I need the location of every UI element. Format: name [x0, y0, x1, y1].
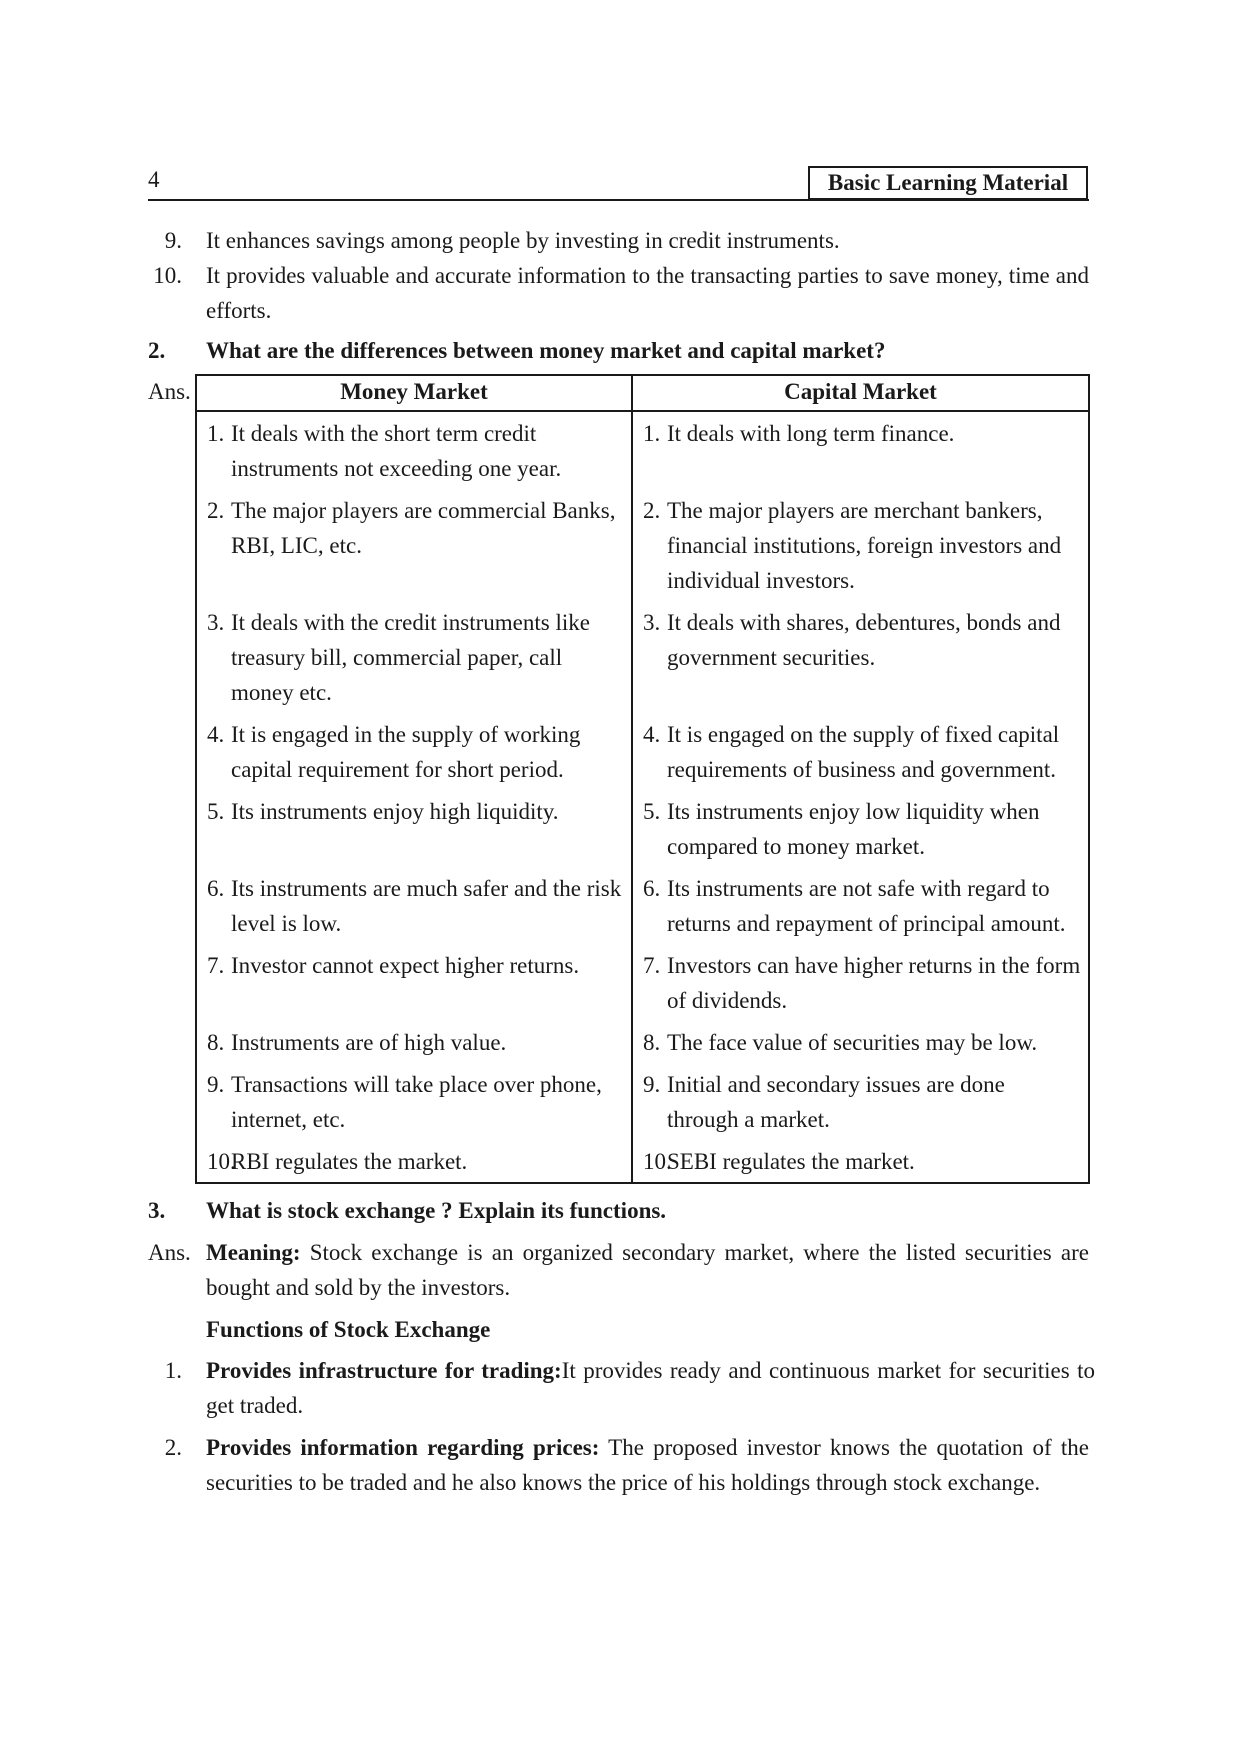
function-number: 1.	[164, 1358, 182, 1383]
capital-market-cell	[632, 713, 1089, 790]
cell-text: The major players are commercial Banks, RBI, LIC, etc.	[231, 498, 616, 558]
cell-number: 4.	[643, 722, 661, 747]
cell-number: 10.	[207, 1149, 236, 1174]
cell-number: 7.	[207, 953, 225, 978]
table-row	[196, 489, 1089, 601]
cell-text: The face value of securities may be low.	[667, 1030, 1038, 1055]
table-row	[196, 1063, 1089, 1140]
answer-label: Ans.	[148, 1240, 191, 1265]
meaning-label: Meaning:	[206, 1240, 301, 1265]
cell-number: 6.	[207, 876, 225, 901]
question-number: 2.	[148, 338, 166, 363]
capital-market-cell	[632, 1063, 1089, 1140]
cell-text: Initial and secondary issues are done through a market.	[667, 1072, 1005, 1132]
cell-text: Its instruments are not safe with regard to returns and repayment of principal amount.	[667, 876, 1066, 936]
cell-text: It deals with the credit instruments like treasury bill, commercial paper, call money etc.	[231, 610, 590, 705]
list-item-number: 10.	[153, 263, 182, 288]
function-title: Provides infrastructure for trading:	[206, 1358, 562, 1383]
capital-market-cell	[632, 601, 1089, 713]
cell-number: 8.	[643, 1030, 661, 1055]
table-row	[196, 713, 1089, 790]
cell-text: Its instruments enjoy high liquidity.	[231, 799, 559, 824]
table-row	[196, 601, 1089, 713]
money-market-cell	[196, 1140, 632, 1183]
book-title-box: Basic Learning Material	[808, 166, 1088, 200]
cell-text: Its instruments are much safer and the risk level is low.	[231, 876, 622, 936]
cell-number: 1.	[643, 421, 661, 446]
capital-market-cell	[632, 944, 1089, 1021]
cell-text: Investor cannot expect higher returns.	[231, 953, 580, 978]
table-header-row	[196, 375, 1089, 411]
cell-text: It deals with the short term credit instruments not exceeding one year.	[231, 421, 562, 481]
cell-number: 1.	[207, 421, 225, 446]
list-item-text: It enhances savings among people by investing in credit instruments.	[206, 228, 840, 253]
list-item-number: 9.	[164, 228, 182, 253]
question-text: What is stock exchange ? Explain its functions.	[206, 1198, 667, 1223]
cell-number: 6.	[643, 876, 661, 901]
capital-market-cell	[632, 1021, 1089, 1063]
answer-label: Ans.	[148, 379, 191, 404]
page-number: 4	[148, 167, 160, 192]
question-text: What are the differences between money market and capital market?	[206, 338, 886, 363]
function-text	[206, 1353, 1095, 1423]
cell-text: Its instruments enjoy low liquidity when compared to money market.	[667, 799, 1040, 859]
money-market-cell	[196, 411, 632, 489]
cell-number: 7.	[643, 953, 661, 978]
table-row	[196, 944, 1089, 1021]
cell-number: 4.	[207, 722, 225, 747]
cell-number: 9.	[207, 1072, 225, 1097]
cell-text: The major players are merchant bankers, financial institutions, foreign investors and individual investors.	[667, 498, 1062, 593]
cell-text: SEBI regulates the market.	[667, 1149, 915, 1174]
list-item-text: It provides valuable and accurate information to the transacting parties to save money, time and efforts.	[206, 263, 1089, 323]
cell-text: Instruments are of high value.	[231, 1030, 507, 1055]
capital-market-cell	[632, 790, 1089, 867]
header-rule	[148, 199, 1089, 201]
table-row	[196, 411, 1089, 489]
cell-number: 8.	[207, 1030, 225, 1055]
cell-number: 9.	[643, 1072, 661, 1097]
capital-market-cell	[632, 489, 1089, 601]
meaning-text: Stock exchange is an organized secondary market, where the listed securities are bought and sold by the investors.	[206, 1240, 1089, 1300]
meaning-paragraph	[206, 1235, 1089, 1305]
money-market-cell	[196, 790, 632, 867]
cell-number: 10.	[643, 1149, 672, 1174]
table-row	[196, 1021, 1089, 1063]
column-header-capital-market: Capital Market	[632, 375, 1089, 411]
cell-text: It is engaged on the supply of fixed capital requirements of business and government.	[667, 722, 1060, 782]
money-market-cell	[196, 601, 632, 713]
cell-text: Transactions will take place over phone, internet, etc.	[231, 1072, 602, 1132]
capital-market-cell	[632, 1140, 1089, 1183]
table-row	[196, 867, 1089, 944]
function-text	[206, 1430, 1089, 1500]
capital-market-cell	[632, 867, 1089, 944]
cell-number: 5.	[643, 799, 661, 824]
cell-text: It is engaged in the supply of working capital requirement for short period.	[231, 722, 581, 782]
functions-heading: Functions of Stock Exchange	[206, 1317, 491, 1342]
capital-market-cell	[632, 411, 1089, 489]
cell-number: 5.	[207, 799, 225, 824]
money-market-cell	[196, 489, 632, 601]
function-body: It provides ready and continuous market for securities to get traded.	[206, 1358, 1095, 1418]
function-body: The proposed investor knows the quotation of the securities to be traded and he also knows the price of his holdings through stock exchange.	[206, 1435, 1089, 1495]
cell-number: 3.	[207, 610, 225, 635]
table-row	[196, 790, 1089, 867]
money-market-cell	[196, 944, 632, 1021]
function-number: 2.	[164, 1435, 182, 1460]
question-number: 3.	[148, 1198, 166, 1223]
money-market-cell	[196, 1063, 632, 1140]
function-title: Provides information regarding prices:	[206, 1435, 600, 1460]
column-header-money-market: Money Market	[196, 375, 632, 411]
cell-number: 3.	[643, 610, 661, 635]
money-market-cell	[196, 867, 632, 944]
cell-text: It deals with shares, debentures, bonds and government securities.	[667, 610, 1061, 670]
cell-number: 2.	[207, 498, 225, 523]
cell-text: Investors can have higher returns in the form of dividends.	[667, 953, 1081, 1013]
table-row	[196, 1140, 1089, 1183]
comparison-table	[195, 374, 1090, 1184]
cell-number: 2.	[643, 498, 661, 523]
cell-text: It deals with long term finance.	[667, 421, 955, 446]
money-market-cell	[196, 1021, 632, 1063]
money-market-cell	[196, 713, 632, 790]
cell-text: RBI regulates the market.	[231, 1149, 468, 1174]
